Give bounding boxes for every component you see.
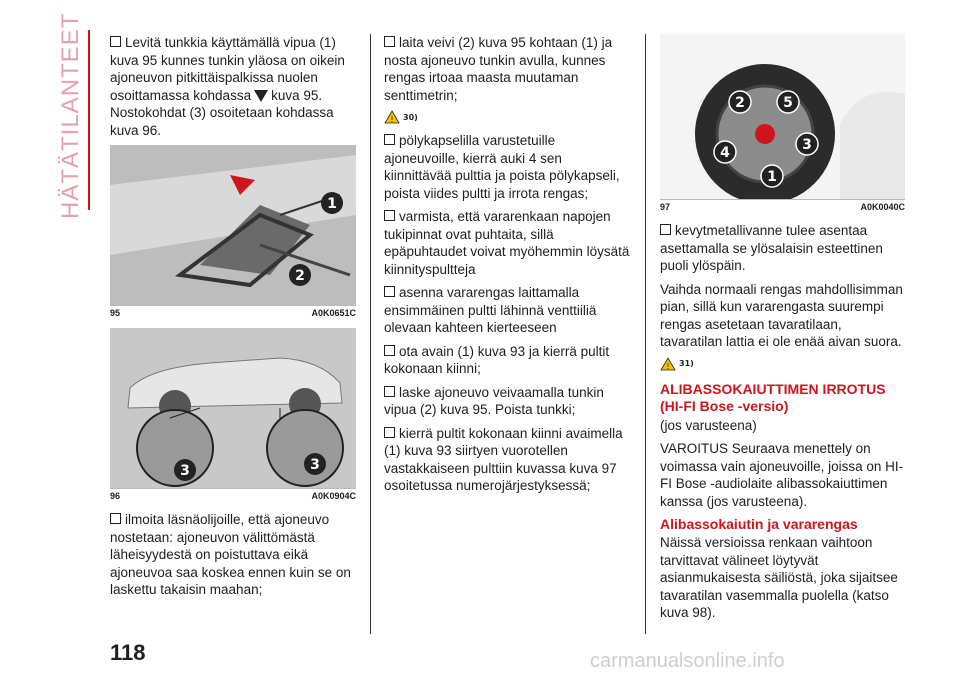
- bullet-item: kevytmetallivanne tulee asentaa asettamalla se ylösalaisin esteettinen puoli ylöspäin.: [660, 223, 883, 273]
- warning-reference: ! 31): [660, 357, 905, 371]
- checkbox-bullet-icon: [384, 210, 395, 221]
- figure-95: [110, 145, 356, 306]
- arrow-down-icon: [254, 90, 268, 102]
- section-tab-label: HÄTÄTILANTEET: [57, 12, 84, 219]
- section-heading: ALIBASSOKAIUTTIMEN IRROTUS (HI-FI Bose -versio): [660, 380, 886, 414]
- callout-1: 1: [327, 196, 337, 212]
- figure-caption: [660, 200, 905, 212]
- watermark: carmanualsonline.info: [590, 650, 785, 672]
- callout-1: 1: [767, 169, 777, 185]
- bullet-item: asenna vararengas laittamalla ensimmäinen pultti lähinnä venttiiliä olevaan kahteen kierteeseen: [384, 285, 597, 335]
- column-divider: [645, 34, 646, 634]
- bullet-item: varmista, että vararenkaan napojen tukipinnat ovat puhtaita, sillä epäpuhtaudet voivat myöhemmin löysätä kiinnityspultteja: [384, 209, 630, 277]
- section-tab-line: [88, 30, 90, 210]
- warning-reference: ! 30): [384, 110, 630, 124]
- checkbox-bullet-icon: [110, 36, 121, 47]
- figure-number: 97: [660, 202, 671, 212]
- warning-icon: [384, 110, 400, 124]
- column-2: [384, 34, 630, 501]
- checkbox-bullet-icon: [110, 513, 121, 524]
- callout-3: 3: [180, 463, 190, 479]
- checkbox-bullet-icon: [660, 224, 671, 235]
- bullet-item: kierrä pultit kokonaan kiinni avaimella (1) kuva 93 siirtyen vuorotellen vastakkaiseen pulttiin kuvassa kuva 97 osoitetussa numerojärjestyksessä;: [384, 425, 623, 493]
- callout-4: 4: [720, 145, 730, 161]
- paragraph: Vaihda normaali rengas mahdollisimman pian, sillä kun vararengasta suurempi rengas asetetaan tavaratilaan, tavaratilan lattia ei ole enää aivan suora.: [660, 281, 903, 349]
- checkbox-bullet-icon: [384, 386, 395, 397]
- paragraph: VAROITUS Seuraava menettely on voimassa vain ajoneuvoille, joissa on HI-FI Bose -audiolaite alibassokaiuttimen kanssa (jos varusteena).: [660, 441, 904, 509]
- subsection-heading: Alibassokaiutin ja vararengas: [660, 516, 858, 532]
- paragraph: ilmoita läsnäolijoille, että ajoneuvo nostetaan: ajoneuvon välittömästä läheisyydestä on poistuttava eikä ajoneuvoa saa koskea ennen kuin se on laskettu takaisin maahan;: [110, 512, 351, 597]
- figure-number: 96: [110, 491, 121, 501]
- figure-caption: [110, 489, 356, 501]
- callout-2: 2: [295, 268, 305, 284]
- callout-3: 3: [802, 137, 812, 153]
- checkbox-bullet-icon: [384, 134, 395, 145]
- figure-code: A0K0904C: [311, 491, 356, 501]
- figure-number: 95: [110, 308, 121, 318]
- checkbox-bullet-icon: [384, 286, 395, 297]
- paragraph: Levitä tunkkia käyttämällä vipua (1) kuva 95 kunnes tunkin yläosa on oikein ajoneuvon pitkittäispalkissa nuolen osoittamassa kohdassa kuva 95. Nostokohdat (3) osoitetaan kohdassa kuva 96.: [110, 35, 345, 138]
- svg-text:!: !: [666, 361, 670, 371]
- callout-5: 5: [783, 95, 793, 111]
- column-3: [660, 34, 905, 628]
- column-divider: [370, 34, 371, 634]
- callout-3: 3: [310, 457, 320, 473]
- section-tab: [56, 12, 86, 220]
- bullet-item: laske ajoneuvo veivaamalla tunkin vipua (2) kuva 95. Poista tunkki;: [384, 384, 604, 417]
- callout-2: 2: [735, 95, 745, 111]
- bullet-item: laita veivi (2) kuva 95 kohtaan (1) ja nosta ajoneuvo tunkin avulla, kunnes rengas irtoaa maasta muutaman senttimetrin;: [384, 35, 613, 103]
- figure-96: [110, 328, 356, 489]
- bullet-item: pölykapselilla varustetuille ajoneuvoille, kierrä auki 4 sen kiinnittävää pulttia ja poista pölykapseli, poista viides pultti ja irrota rengas;: [384, 133, 620, 201]
- checkbox-bullet-icon: [384, 345, 395, 356]
- figure-code: A0K0651C: [311, 308, 356, 318]
- column-1: [110, 34, 356, 605]
- checkbox-bullet-icon: [384, 427, 395, 438]
- paragraph: (jos varusteena): [660, 417, 757, 433]
- bullet-item: ota avain (1) kuva 93 ja kierrä pultit kokonaan kiinni;: [384, 343, 610, 376]
- figure-97: [660, 34, 905, 200]
- svg-text:!: !: [390, 115, 394, 124]
- paragraph: Näissä versioissa renkaan vaihtoon tarvittavat välineet löytyvät asianmukaisesta säiliöstä, joka sijaitsee tavaratilan vasemmalla puolella (katso kuva 98).: [660, 535, 898, 620]
- figure-caption: [110, 306, 356, 318]
- figure-code: A0K0040C: [860, 202, 905, 212]
- page-number: 118: [110, 640, 146, 665]
- warning-icon: [660, 357, 676, 371]
- checkbox-bullet-icon: [384, 36, 395, 47]
